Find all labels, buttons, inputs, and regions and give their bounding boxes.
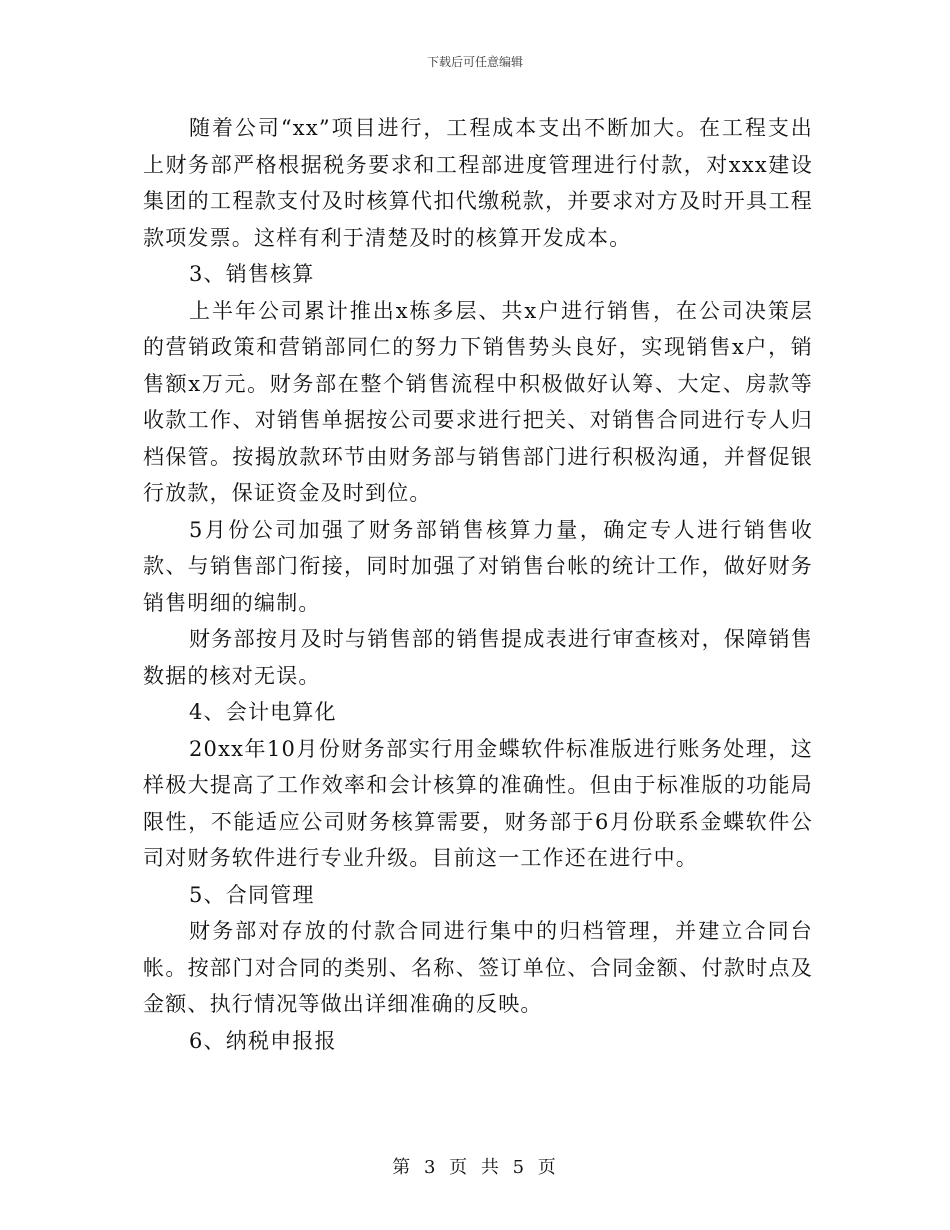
paragraph-kingdee-software: 20xx年10月份财务部实行用金蝶软件标准版进行账务处理，这样极大提高了工作效率和会计核算的准确性。但由于标准版的功能局限性，不能适应公司财务核算需要，财务部于6月份联系金蝶软件公司对财务软件进行专业升级。目前这一工作还在进行中。 bbox=[143, 736, 813, 870]
footer-current-page: 3 bbox=[423, 1157, 438, 1178]
paragraph-project-costs: 随着公司“xx”项目进行，工程成本支出不断加大。在工程支出上财务部严格根据税务要求和工程部进度管理进行付款，对xxx建设集团的工程款支付及时核算代扣代缴税款，并要求对方及时开具工程款项发票。这样有利于清楚及时的核算开发成本。 bbox=[143, 116, 813, 250]
section-heading-tax-filing: 6、纳税申报报 bbox=[189, 1028, 337, 1053]
section-heading-contract-management: 5、合同管理 bbox=[189, 882, 315, 907]
footer-page-mid: 页 bbox=[449, 1157, 470, 1178]
footer-total-prefix: 共 bbox=[480, 1157, 501, 1178]
paragraph-may-staffing: 5月份公司加强了财务部销售核算力量，确定专人进行销售收款、与销售部门衔接，同时加强了对销售台帐的统计工作，做好财务销售明细的编制。 bbox=[143, 517, 813, 615]
paragraph-sales-summary: 上半年公司累计推出x栋多层、共x户进行销售，在公司决策层的营销政策和营销部同仁的努力下销售势头良好，实现销售x户，销售额x万元。财务部在整个销售流程中积极做好认筹、大定、房款等收款工作、对销售单据按公司要求进行把关、对销售合同进行专人归档保管。按揭放款环节由财务部与销售部门进行积极沟通，并督促银行放款，保证资金及时到位。 bbox=[143, 298, 813, 505]
section-heading-sales-accounting: 3、销售核算 bbox=[189, 262, 315, 286]
footer-total-pages: 5 bbox=[512, 1157, 527, 1178]
document-body bbox=[143, 110, 813, 1059]
paragraph-commission-check: 财务部按月及时与销售部的销售提成表进行审查核对，保障销售数据的核对无误。 bbox=[143, 627, 813, 688]
footer-page-prefix: 第 bbox=[392, 1157, 413, 1178]
footer-page-suffix: 页 bbox=[537, 1157, 558, 1178]
page-footer bbox=[0, 1153, 950, 1179]
section-heading-computerized-accounting: 4、会计电算化 bbox=[189, 700, 337, 724]
header-note: 下载后可任意编辑 bbox=[426, 55, 523, 69]
paragraph-contract-archiving: 财务部对存放的付款合同进行集中的归档管理，并建立合同台帐。按部门对合同的类别、名称、签订单位、合同金额、付款时点及金额、执行情况等做出详细准确的反映。 bbox=[143, 919, 813, 1016]
